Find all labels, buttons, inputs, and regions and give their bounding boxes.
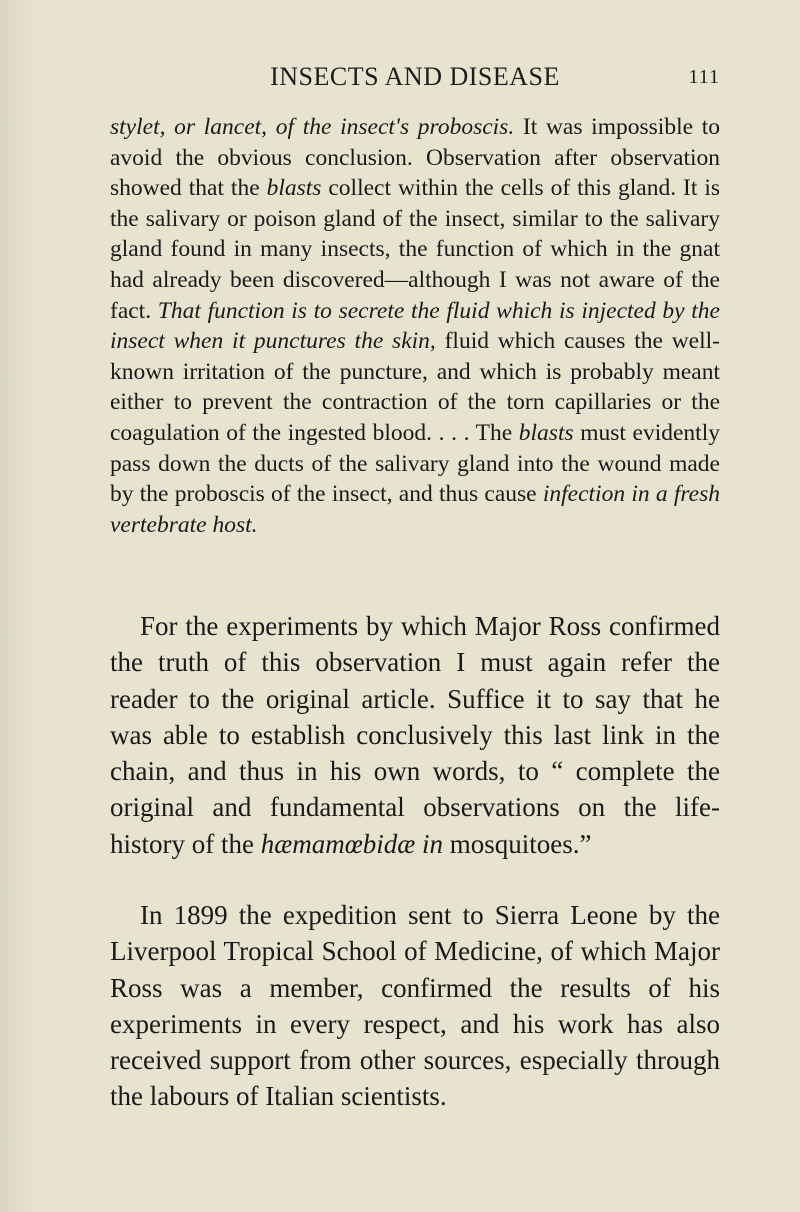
page-number: 111 — [688, 66, 720, 88]
quote-italic-2: blasts — [266, 175, 322, 202]
quote-italic-1: stylet, or lancet, of the insect's proboscis. — [110, 114, 515, 140]
quote-italic-3: That function is to secrete the fluid which is injected by the insect when it punctures the skin, — [110, 297, 720, 355]
quoted-passage — [110, 112, 720, 540]
quote-italic-4: blasts — [518, 419, 574, 446]
page-edge-shadow — [0, 0, 40, 1212]
running-head — [110, 62, 720, 92]
quote-text-3: fluid which causes the well-known irritation of the puncture, and which is probably meant either to prevent the contraction of the torn capillaries or the coagulation of the ingested blood. . . . The — [110, 328, 720, 446]
quote-text-2: collect within the cells of this gland. It is the salivary or poison gland of the insect, similar to the salivary gland found in many insects, the function of which in the gnat had already been discovered—although I was not aware of the fact. — [110, 175, 721, 324]
paragraph-expedition: In 1899 the expedition sent to Sierra Leone by the Liverpool Tropical School of Medicine, of which Major Ross was a member, confirmed the results of his experiments in every respect, and his work has also received support from other sources, especially through the labours of Italian scientists. — [110, 900, 720, 1112]
quote-italic-5: infection in a fresh vertebrate host. — [110, 481, 720, 538]
quote-text-4: must evidently pass down the ducts of the salivary gland into the wound made by the proboscis of the insect, and thus cause — [110, 419, 720, 508]
running-title: INSECTS AND DISEASE — [270, 62, 560, 91]
paragraph1-italic: hæmamœbidæ in — [260, 828, 444, 859]
paragraph1-text: For the experiments by which Major Ross confirmed the truth of this observation I must again refer the reader to the original article. Suffice it to say that he was able to establish conclusively this last link in the chain, and thus in his own words, to “ complete the original and fundamental observations on the life-history of the — [110, 611, 720, 859]
paragraph1-end: mosquitoes.” — [443, 828, 592, 859]
paragraph-experiments — [110, 608, 720, 862]
quote-text-1: It was impossible to avoid the obvious conclusion. Observation after observation showed that the — [110, 114, 720, 202]
